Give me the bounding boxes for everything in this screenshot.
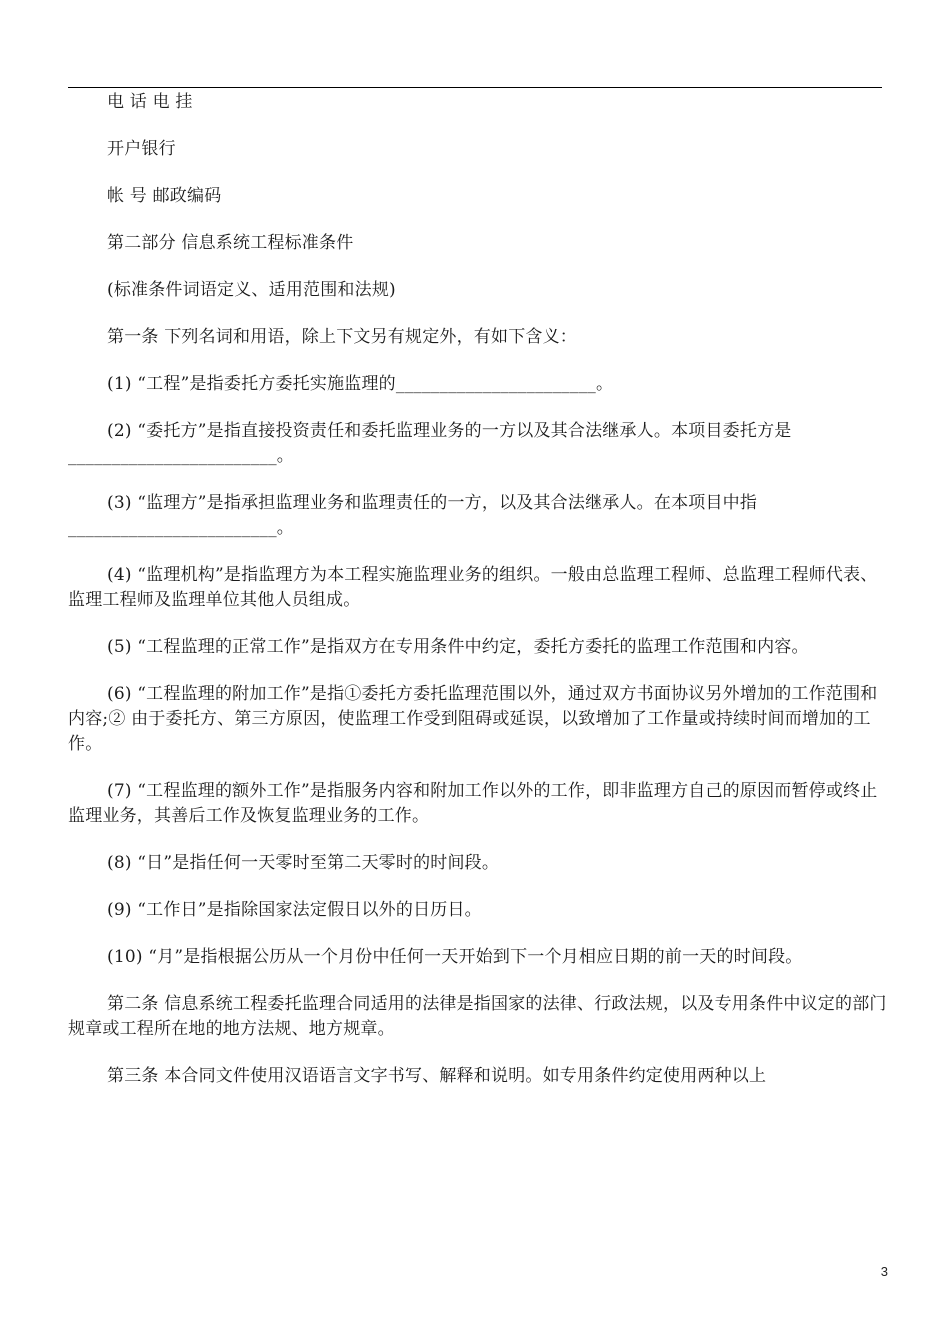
definition-8: (8) “日”是指任何一天零时至第二天零时的时间段。 bbox=[107, 853, 500, 873]
section-subheading: (标准条件词语定义、适用范围和法规) bbox=[107, 280, 396, 300]
definition-2: (2) “委托方”是指直接投资责任和委托监理业务的一方以及其合法继承人。本项目委托方是________________________。 bbox=[68, 421, 792, 466]
definition-4: (4) “监理机构”是指监理方为本工程实施监理业务的组织。一般由总监理工程师、总监理工程师代表、监理工程师及监理单位其他人员组成。 bbox=[68, 565, 878, 610]
header-rule bbox=[68, 87, 882, 88]
definition-6: (6) “工程监理的附加工作”是指①委托方委托监理范围以外，通过双方书面协议另外增加的工作范围和内容;② 由于委托方、第三方原因，使监理工作受到阻碍或延误，以致增加了工作量或持续时间而增加的工作。 bbox=[68, 684, 878, 754]
account-postcode-line: 帐 号 邮政编码 bbox=[107, 186, 222, 206]
definition-10: (10) “月”是指根据公历从一个月份中任何一天开始到下一个月相应日期的前一天的时间段。 bbox=[107, 947, 803, 967]
page-number: 3 bbox=[880, 1264, 888, 1279]
contact-phone-line: 电 话 电 挂 bbox=[107, 92, 193, 112]
article-2: 第二条 信息系统工程委托监理合同适用的法律是指国家的法律、行政法规，以及专用条件中议定的部门规章或工程所在地的地方法规、地方规章。 bbox=[68, 994, 887, 1039]
section-heading: 第二部分 信息系统工程标准条件 bbox=[107, 233, 354, 253]
definition-9: (9) “工作日”是指除国家法定假日以外的日历日。 bbox=[107, 900, 482, 920]
article-1-intro: 第一条 下列名词和用语，除上下文另有规定外，有如下含义： bbox=[107, 327, 578, 347]
bank-line: 开户银行 bbox=[107, 139, 176, 159]
definition-1: (1) “工程”是指委托方委托实施监理的_______________________。 bbox=[107, 374, 614, 394]
definition-5: (5) “工程监理的正常工作”是指双方在专用条件中约定，委托方委托的监理工作范围和内容。 bbox=[107, 637, 809, 657]
definition-3: (3) “监理方”是指承担监理业务和监理责任的一方，以及其合法继承人。在本项目中指________________________。 bbox=[68, 493, 758, 538]
article-3: 第三条 本合同文件使用汉语语言文字书写、解释和说明。如专用条件约定使用两种以上 bbox=[107, 1066, 767, 1086]
document-body bbox=[68, 90, 890, 1111]
definition-7: (7) “工程监理的额外工作”是指服务内容和附加工作以外的工作，即非监理方自己的原因而暂停或终止监理业务，其善后工作及恢复监理业务的工作。 bbox=[68, 781, 878, 826]
